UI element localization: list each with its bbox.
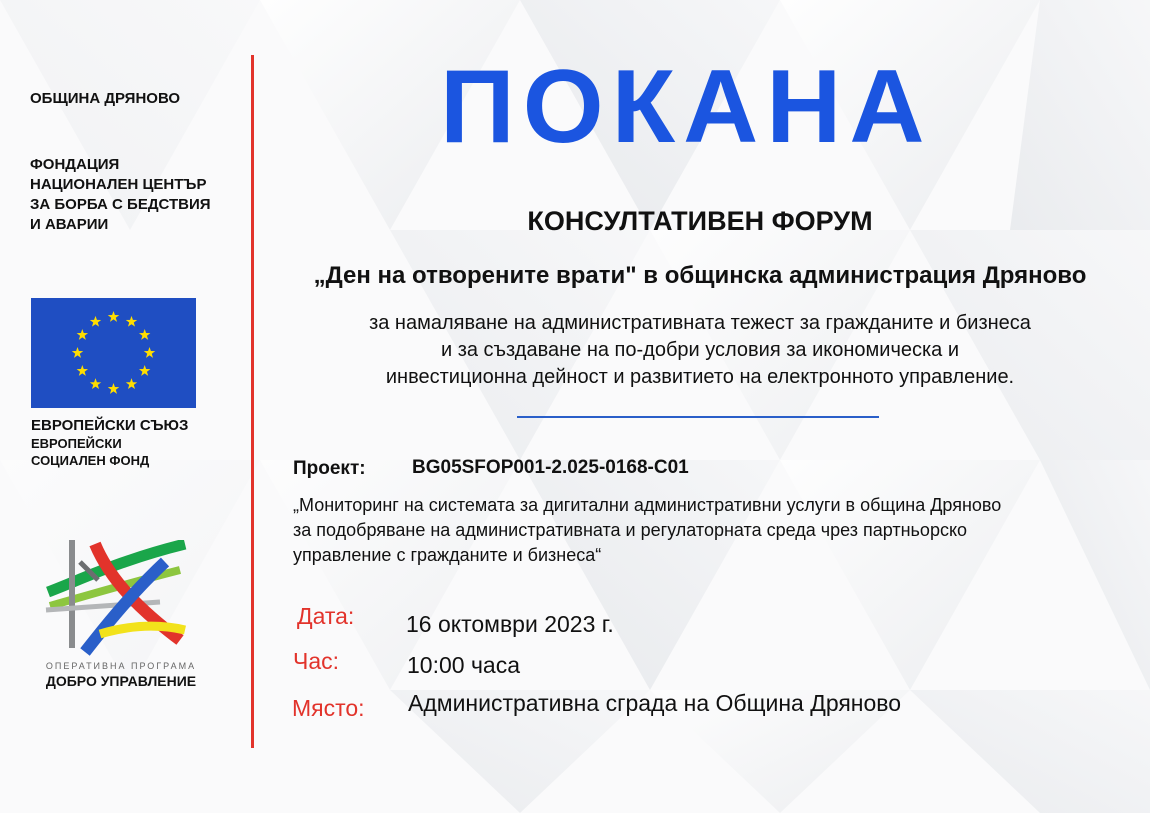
- good-governance-logo-icon: [40, 540, 190, 658]
- project-desc-line: „Мониторинг на системата за дигитални административни услуги в община Дряново: [293, 495, 1002, 515]
- project-description: [293, 493, 1143, 568]
- event-title: „Ден на отворените врати" в общинска администрация Дряново: [313, 262, 1087, 289]
- description-line: и за създаване на по-добри условия за икономическа и: [440, 339, 960, 361]
- foundation-line: НАЦИОНАЛЕН ЦЕНТЪР: [30, 176, 207, 193]
- eu-caption-line2: ЕВРОПЕЙСКИ: [31, 436, 122, 451]
- place-value: Административна сграда на Община Дряново: [408, 690, 902, 716]
- project-desc-line: за подобряване на административната и регулаторната среда чрез партньорско: [293, 520, 968, 540]
- time-label: Час:: [293, 648, 340, 674]
- date-label: Дата:: [297, 603, 355, 629]
- project-desc-line: управление с гражданите и бизнеса“: [293, 545, 602, 565]
- eu-caption-line1: ЕВРОПЕЙСКИ СЪЮЗ: [31, 417, 189, 434]
- eu-caption-line3: СОЦИАЛЕН ФОНД: [31, 453, 150, 468]
- foundation-line: ЗА БОРБА С БЕДСТВИЯ: [30, 196, 211, 213]
- foundation-line: ФОНДАЦИЯ: [30, 156, 120, 173]
- project-code: BG05SFOP001-2.025-0168-C01: [412, 457, 689, 478]
- eu-caption: [31, 416, 188, 469]
- date-value: 16 октомври 2023 г.: [406, 611, 614, 637]
- project-label: Проект:: [293, 458, 366, 479]
- foundation-name: [30, 155, 211, 235]
- eu-flag-icon: [31, 298, 196, 408]
- description-line: за намаляване на административната тежест за гражданите и бизнеса: [369, 312, 1031, 334]
- time-value: 10:00 часа: [407, 652, 521, 678]
- municipality-name: ОБЩИНА ДРЯНОВО: [30, 90, 181, 107]
- place-label: Място:: [292, 695, 365, 721]
- op-caption: [38, 660, 204, 690]
- op-caption-line1: ОПЕРАТИВНА ПРОГРАМА: [45, 661, 197, 671]
- horizontal-separator: [517, 416, 879, 418]
- foundation-line: И АВАРИИ: [30, 216, 109, 233]
- event-description: [255, 310, 1145, 391]
- op-caption-line2: ДОБРО УПРАВЛЕНИЕ: [45, 673, 197, 689]
- forum-heading: КОНСУЛТАТИВЕН ФОРУМ: [527, 206, 873, 236]
- page-title: ПОКАНА: [440, 49, 933, 165]
- description-line: инвестиционна дейност и развитието на електронното управление.: [385, 366, 1015, 388]
